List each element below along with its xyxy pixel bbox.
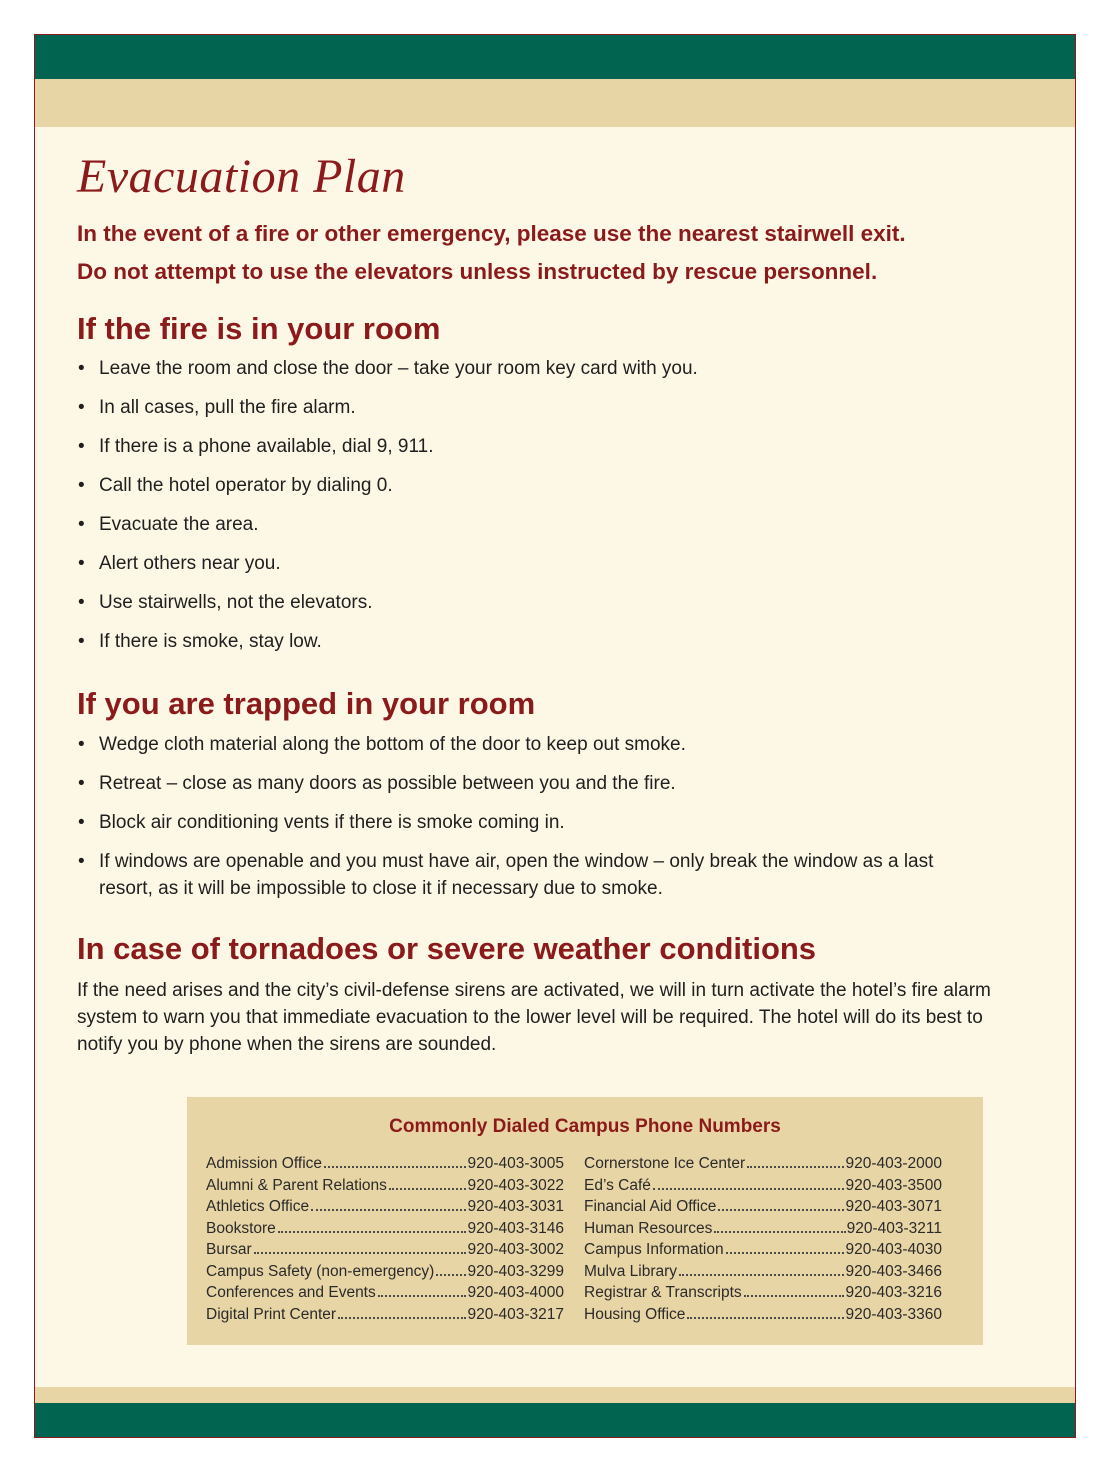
phone-number: 920-403-3002 [467, 1241, 564, 1258]
dot-leader [718, 1209, 844, 1211]
list-item: • Leave the room and close the door – take your room key card with you. [77, 355, 977, 382]
phone-column-right [584, 1153, 942, 1325]
phone-name: Housing Office [584, 1305, 686, 1323]
trapped-section-heading: If you are trapped in your room [77, 686, 536, 721]
phone-name: Admission Office [206, 1155, 323, 1172]
phone-number: 920-403-3031 [467, 1198, 564, 1215]
phone-name: Bookstore [206, 1219, 276, 1237]
phone-row [584, 1261, 942, 1283]
campus-phone-directory [187, 1097, 983, 1345]
top-tan-band [35, 79, 1075, 127]
phone-name: Mulva Library [584, 1262, 678, 1280]
phone-name: Registrar & Transcripts [584, 1284, 742, 1301]
phone-number: 920-403-3146 [467, 1219, 564, 1237]
dot-leader [726, 1252, 845, 1254]
list-item: • Wedge cloth material along the bottom of the door to keep out smoke. [77, 731, 977, 758]
dot-leader [679, 1274, 844, 1276]
phone-row [206, 1218, 564, 1240]
phone-row [206, 1304, 564, 1326]
list-item: • If there is smoke, stay low. [77, 628, 977, 655]
bottom-green-band [35, 1403, 1075, 1438]
phone-number: 920-403-3466 [845, 1262, 942, 1280]
phone-number: 920-403-3071 [845, 1198, 942, 1215]
trapped-instructions-list [77, 731, 977, 902]
phone-row [584, 1153, 942, 1175]
phone-column-left [206, 1153, 564, 1325]
list-item: • Retreat – close as many doors as possible between you and the fire. [77, 770, 977, 797]
phone-name: Human Resources [584, 1219, 713, 1237]
phone-name: Athletics Office [206, 1198, 310, 1215]
phone-row [206, 1282, 564, 1304]
dot-leader [714, 1231, 845, 1233]
phone-name: Bursar [206, 1241, 252, 1258]
phone-directory-title: Commonly Dialed Campus Phone Numbers [389, 1116, 781, 1137]
phone-row [584, 1218, 942, 1240]
phone-name: Ed’s Café [584, 1176, 651, 1194]
dot-leader [436, 1274, 466, 1276]
list-item: • Block air conditioning vents if there is smoke coming in. [77, 809, 977, 836]
page-frame [34, 34, 1076, 1438]
phone-row [584, 1196, 942, 1218]
dot-leader [254, 1252, 467, 1254]
list-item: • Use stairwells, not the elevators. [77, 589, 977, 616]
list-item: • Evacuate the area. [77, 511, 977, 538]
list-item: • Call the hotel operator by dialing 0. [77, 472, 977, 499]
phone-name: Conferences and Events [206, 1284, 376, 1301]
dot-leader [687, 1317, 844, 1319]
phone-number: 920-403-3500 [845, 1176, 942, 1194]
phone-number: 920-403-3217 [467, 1305, 564, 1323]
page-title: Evacuation Plan [77, 150, 406, 203]
phone-number: 920-403-2000 [845, 1155, 942, 1172]
phone-name: Campus Information [584, 1241, 724, 1258]
phone-row [206, 1153, 564, 1175]
dot-leader [324, 1166, 466, 1168]
dot-leader [744, 1295, 845, 1297]
tornado-section-heading: In case of tornadoes or severe weather conditions [77, 931, 817, 966]
phone-row [206, 1239, 564, 1261]
phone-name: Alumni & Parent Relations [206, 1176, 387, 1194]
dot-leader [389, 1188, 467, 1190]
top-green-band [35, 35, 1075, 79]
fire-section-heading: If the fire is in your room [77, 311, 441, 346]
intro-line: Do not attempt to use the elevators unless instructed by rescue personnel. [77, 259, 878, 284]
dot-leader [278, 1231, 467, 1233]
phone-number: 920-403-3005 [467, 1155, 564, 1172]
phone-row [206, 1175, 564, 1197]
dot-leader [747, 1166, 844, 1168]
phone-number: 920-403-3299 [467, 1262, 564, 1280]
phone-row [584, 1304, 942, 1326]
phone-name: Campus Safety (non-emergency) [206, 1262, 435, 1280]
dot-leader [653, 1188, 845, 1190]
dot-leader [378, 1295, 467, 1297]
list-item: • If windows are openable and you must have air, open the window – only break the window as a last resort, as it will be impossible to close it if necessary due to smoke. [77, 848, 959, 902]
phone-number: 920-403-3216 [845, 1284, 942, 1301]
tornado-paragraph: If the need arises and the city’s civil-defense sirens are activated, we will in turn activate the hotel’s fire alarm system to warn you that immediate evacuation to the lower level will be required. The hotel will do its best to notify you by phone when the sirens are sounded. [77, 980, 991, 1055]
phone-row [206, 1196, 564, 1218]
phone-number: 920-403-4000 [467, 1284, 564, 1301]
phone-name: Cornerstone Ice Center [584, 1155, 746, 1172]
phone-number: 920-403-3022 [467, 1176, 564, 1194]
phone-name: Financial Aid Office [584, 1198, 717, 1215]
fire-instructions-list [77, 355, 977, 655]
phone-row [584, 1175, 942, 1197]
list-item: • Alert others near you. [77, 550, 977, 577]
phone-row [206, 1261, 564, 1283]
phone-row [584, 1282, 942, 1304]
phone-name: Digital Print Center [206, 1305, 337, 1323]
phone-number: 920-403-3360 [845, 1305, 942, 1323]
intro-warning [77, 215, 1037, 291]
list-item: • If there is a phone available, dial 9, 911. [77, 433, 977, 460]
phone-number: 920-403-4030 [845, 1241, 942, 1258]
dot-leader [338, 1317, 466, 1319]
bottom-tan-band [35, 1387, 1075, 1403]
intro-line: In the event of a fire or other emergency, please use the nearest stairwell exit. [77, 221, 906, 246]
dot-leader [311, 1209, 466, 1211]
list-item: • In all cases, pull the fire alarm. [77, 394, 977, 421]
phone-row [584, 1239, 942, 1261]
phone-number: 920-403-3211 [846, 1219, 942, 1237]
